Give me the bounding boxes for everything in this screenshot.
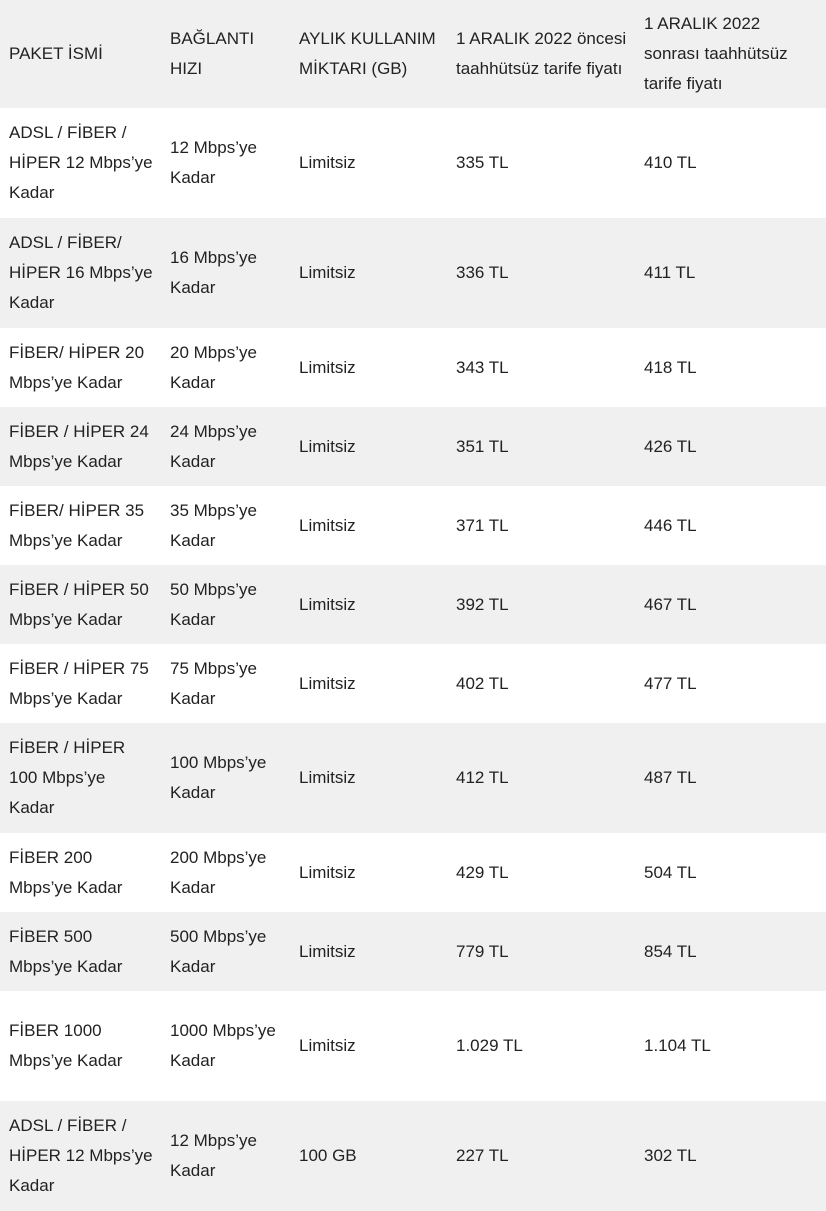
header-connection-speed: BAĞLANTI HIZI — [161, 0, 290, 108]
table-header-row — [0, 0, 826, 108]
table-row — [0, 218, 826, 328]
header-monthly-usage: AYLIK KULLANIM MİKTARI (GB) — [290, 0, 447, 108]
cell-connection-speed: 16 Mbps’ye Kadar — [161, 218, 290, 328]
cell-price-after: 302 TL — [635, 1101, 826, 1211]
cell-monthly-usage: Limitsiz — [290, 486, 447, 565]
cell-price-before: 351 TL — [447, 407, 635, 486]
cell-monthly-usage: Limitsiz — [290, 723, 447, 833]
table-row — [0, 644, 826, 723]
cell-price-before: 402 TL — [447, 644, 635, 723]
cell-package-name: ADSL / FİBER / HİPER 12 Mbps’ye Kadar — [0, 108, 161, 218]
cell-monthly-usage: Limitsiz — [290, 565, 447, 644]
cell-connection-speed: 1000 Mbps’ye Kadar — [161, 991, 290, 1101]
cell-monthly-usage: Limitsiz — [290, 833, 447, 912]
cell-package-name: FİBER/ HİPER 35 Mbps’ye Kadar — [0, 486, 161, 565]
cell-price-before: 1.029 TL — [447, 991, 635, 1101]
cell-package-name: FİBER 500 Mbps’ye Kadar — [0, 912, 161, 991]
table-row — [0, 833, 826, 912]
cell-connection-speed: 50 Mbps’ye Kadar — [161, 565, 290, 644]
cell-monthly-usage: Limitsiz — [290, 991, 447, 1101]
cell-connection-speed: 75 Mbps’ye Kadar — [161, 644, 290, 723]
cell-price-after: 504 TL — [635, 833, 826, 912]
cell-price-after: 426 TL — [635, 407, 826, 486]
cell-price-after: 1.104 TL — [635, 991, 826, 1101]
cell-connection-speed: 100 Mbps’ye Kadar — [161, 723, 290, 833]
cell-connection-speed: 20 Mbps’ye Kadar — [161, 328, 290, 407]
header-package-name: PAKET İSMİ — [0, 0, 161, 108]
cell-price-before: 429 TL — [447, 833, 635, 912]
cell-price-after: 411 TL — [635, 218, 826, 328]
header-price-before: 1 ARALIK 2022 öncesi taahhütsüz tarife fiyatı — [447, 0, 635, 108]
cell-price-after: 418 TL — [635, 328, 826, 407]
table-row — [0, 407, 826, 486]
cell-monthly-usage: Limitsiz — [290, 108, 447, 218]
cell-monthly-usage: Limitsiz — [290, 407, 447, 486]
table-row — [0, 565, 826, 644]
table-row — [0, 912, 826, 991]
cell-connection-speed: 12 Mbps’ye Kadar — [161, 108, 290, 218]
cell-price-after: 410 TL — [635, 108, 826, 218]
cell-connection-speed: 35 Mbps’ye Kadar — [161, 486, 290, 565]
header-price-after: 1 ARALIK 2022 sonrası taahhütsüz tarife fiyatı — [635, 0, 826, 108]
cell-price-after: 477 TL — [635, 644, 826, 723]
cell-price-before: 336 TL — [447, 218, 635, 328]
cell-price-before: 779 TL — [447, 912, 635, 991]
table-row — [0, 1101, 826, 1211]
cell-connection-speed: 500 Mbps’ye Kadar — [161, 912, 290, 991]
cell-price-after: 854 TL — [635, 912, 826, 991]
cell-connection-speed: 12 Mbps’ye Kadar — [161, 1101, 290, 1211]
table-row — [0, 108, 826, 218]
cell-price-before: 392 TL — [447, 565, 635, 644]
cell-package-name: FİBER / HİPER 24 Mbps’ye Kadar — [0, 407, 161, 486]
cell-price-before: 412 TL — [447, 723, 635, 833]
cell-monthly-usage: Limitsiz — [290, 328, 447, 407]
cell-price-after: 446 TL — [635, 486, 826, 565]
cell-package-name: FİBER / HİPER 100 Mbps’ye Kadar — [0, 723, 161, 833]
cell-connection-speed: 24 Mbps’ye Kadar — [161, 407, 290, 486]
cell-price-before: 227 TL — [447, 1101, 635, 1211]
cell-package-name: FİBER 1000 Mbps’ye Kadar — [0, 991, 161, 1101]
table-row — [0, 486, 826, 565]
cell-monthly-usage: Limitsiz — [290, 644, 447, 723]
cell-price-after: 467 TL — [635, 565, 826, 644]
cell-price-after: 487 TL — [635, 723, 826, 833]
cell-monthly-usage: 100 GB — [290, 1101, 447, 1211]
cell-package-name: FİBER 200 Mbps’ye Kadar — [0, 833, 161, 912]
cell-monthly-usage: Limitsiz — [290, 912, 447, 991]
cell-package-name: ADSL / FİBER/ HİPER 16 Mbps’ye Kadar — [0, 218, 161, 328]
table-row — [0, 991, 826, 1101]
table-row — [0, 723, 826, 833]
cell-price-before: 371 TL — [447, 486, 635, 565]
cell-price-before: 343 TL — [447, 328, 635, 407]
cell-connection-speed: 200 Mbps’ye Kadar — [161, 833, 290, 912]
table-row — [0, 328, 826, 407]
cell-package-name: FİBER / HİPER 75 Mbps’ye Kadar — [0, 644, 161, 723]
cell-package-name: FİBER/ HİPER 20 Mbps’ye Kadar — [0, 328, 161, 407]
cell-package-name: ADSL / FİBER / HİPER 12 Mbps’ye Kadar — [0, 1101, 161, 1211]
cell-monthly-usage: Limitsiz — [290, 218, 447, 328]
cell-package-name: FİBER / HİPER 50 Mbps’ye Kadar — [0, 565, 161, 644]
cell-price-before: 335 TL — [447, 108, 635, 218]
